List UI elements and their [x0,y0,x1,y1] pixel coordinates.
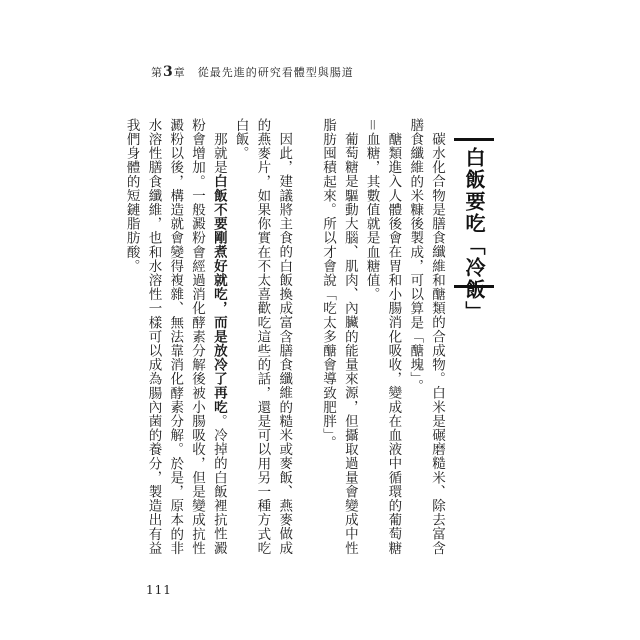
paragraph-1: 碳水化合物是膳食纖維和醣類的合成物。白米是碾磨糙米、除去富含膳食纖維的米糠後製成，可以算是「醣塊」。 [407,118,445,555]
body-text [120,118,447,558]
paragraph-3: 葡萄糖是驅動大腦、肌肉、內臟的能量來源，但攝取過量會變成中性脂肪囤積起來。所以才會說「吃太多醣會導致肥胖」。 [320,118,358,555]
paragraph-5: 那就是白飯不要剛煮好就吃，而是放冷了再吃。冷掉的白飯裡抗性澱粉會增加。一般澱粉會經過消化酵素分解後被小腸吸收，但是變成抗性澱粉以後，構造就會變得複雜、無法靠消化酵素分解。於是，原本的非水溶性膳食纖維，也和水溶性一樣可以成為腸內菌的養分，製造出有益我們身體的短鏈脂肪酸。 [123,118,227,556]
chapter-title: 從最先進的研究看體型與腸道 [197,66,354,79]
page-number: 111 [146,583,172,597]
running-head [151,64,354,80]
emphasis-text: 白飯不要剛煮好就吃，而是放冷了再吃 [210,173,227,414]
section-heading-box [454,138,494,323]
chapter-label: 第3章 [151,64,186,80]
paragraph-4: 因此，建議將主食的白飯換成富含膳食纖維的糙米或麥飯、燕麥做成的燕麥片，如果你實在不太喜歡吃這些的話，還是可以用另一種方式吃白飯。 [232,118,293,556]
section-heading: 白飯要吃「冷飯」 [462,147,486,323]
paragraph-2: 醣類進入人體後會在胃和小腸消化吸收，變成在血液中循環的葡萄糖＝血糖，其數值就是血糖值。 [363,118,402,555]
